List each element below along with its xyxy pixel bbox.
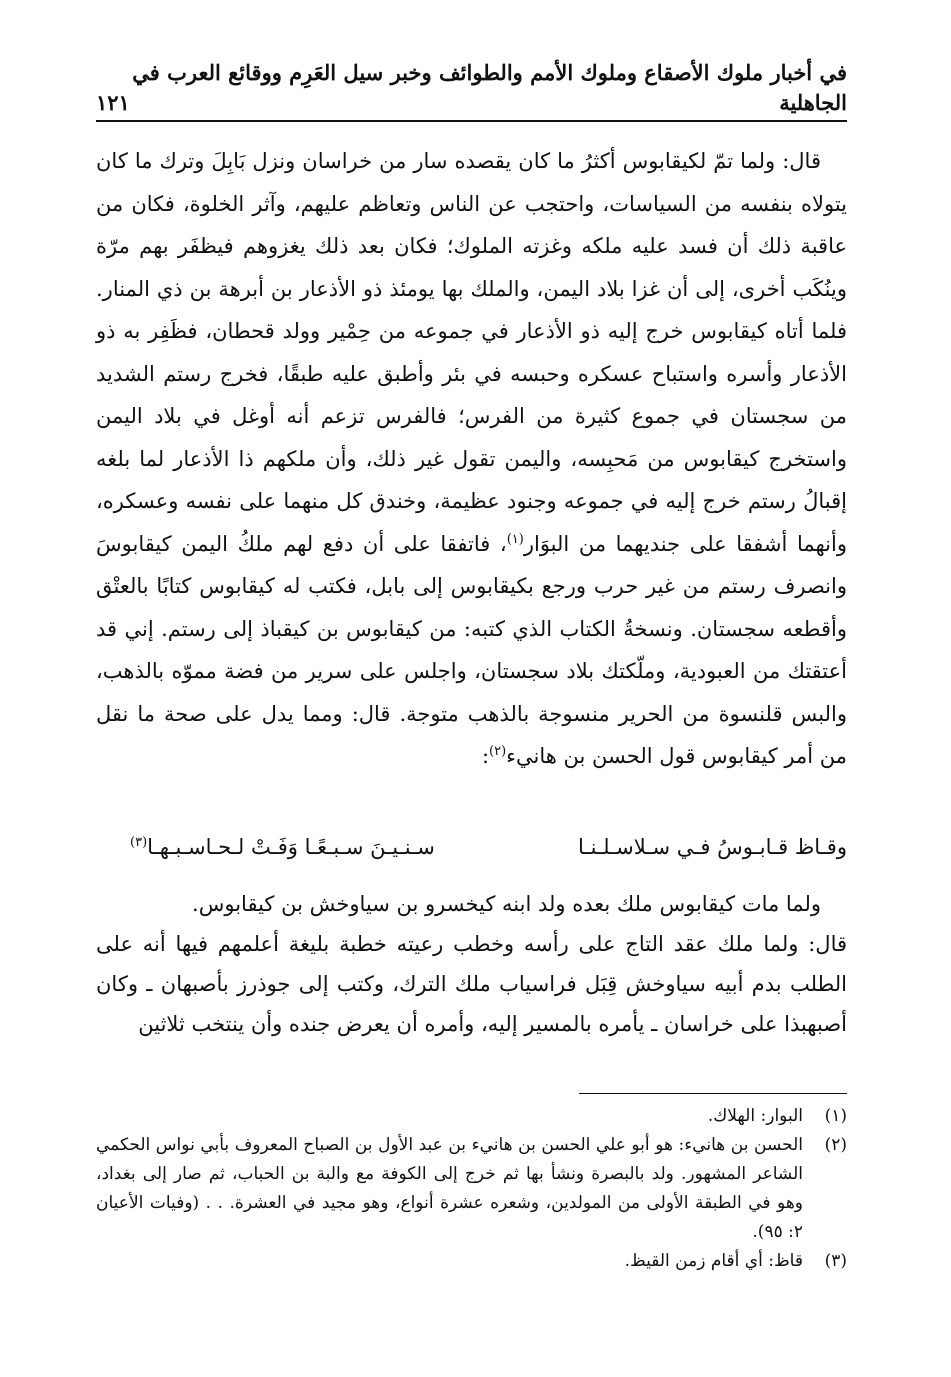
footnote-text: قاظ: أي أقام زمن القيظ. [624, 1251, 803, 1271]
verse-line [130, 828, 847, 868]
footnote-1 [96, 1102, 847, 1131]
footnote-ref-3: (٣) [130, 835, 148, 850]
running-title: في أخبار ملوك الأصقاع وملوك الأمم والطوائف وخبر سيل العَرِم ووقائع العرب في الجاهلية [132, 60, 847, 115]
footnote-text: الحسن بن هانيء: هو أبو علي الحسن بن هانيء بن عبد الأول بن الصباح المعروف بأبي نواس الحكمي الشاعر المشهور. ولد بالبصرة ونشأ بها ثم خرج إلى الكوفة مع والبة بن الحباب، ثم صار إلى بغداد، وهو في الطبقة الأولى من المولدين، وشعره عشرة أنواع، وهو مجيد في العشرة. . . (وفيات الأعيان ٢: ٩٥). [96, 1135, 803, 1242]
footnote-2 [96, 1131, 847, 1247]
main-text [96, 140, 847, 778]
paragraph-1-text-c: : [481, 744, 490, 768]
paragraph-2: ولما مات كيقابوس ملك بعده ولد ابنه كيخسرو بن سياوخش بن كيقابوس. [192, 892, 821, 916]
verse-hemistich-second-text: سـنـيـنَ سـبـعًـا وَفَـتْ لـحـاسـبـهـا [147, 835, 435, 859]
footnote-number: (٢) [824, 1135, 847, 1155]
verse-hemistich-second [130, 828, 435, 868]
footnote-number: (١) [824, 1106, 847, 1126]
footnote-text: البوار: الهلاك. [707, 1106, 803, 1126]
main-text-continued [96, 884, 847, 1044]
paragraph-3: قال: ولما ملك عقد التاج على رأسه وخطب رعيته خطبة بليغة أعلمهم فيها أنه على الطلب بدم أبيه سياوخش قِبَل فراسياب ملك الترك، وكتب إلى جوذرز بأصبهان ـ وكان أصبهبذا على خراسان ـ يأمره بالمسير إليه، وأمره أن يعرض جنده وأن ينتخب ثلاثين [96, 932, 847, 1036]
paragraph-1-text-b: ، فاتفقا على أن دفع لهم ملكُ اليمن كيقابوسَ وانصرف رستم من غير حرب ورجع بكيقابوس إلى بابل، فكتب له كيقابوس كتابًا بالعتْق وأقطعه سجستان. ونسخةُ الكتاب الذي كتبه: من كيقابوس بن كيقباذ إلى رستم. إني قد أعتقتك من العبودية، وملّكتك بلاد سجستان، واجلس على سرير من فضة مموّه بالذهب، والبس قلنسوة من الحرير منسوجة بالذهب متوجة. قال: ومما يدل على صحة ما نقل من أمر كيقابوس قول الحسن بن هانيء [96, 531, 847, 768]
footnotes [96, 1102, 847, 1276]
footnote-separator [579, 1093, 847, 1094]
footnote-ref-1: (١) [506, 531, 524, 547]
paragraph-1-text-a: قال: ولما تمّ لكيقابوس أكثرُ ما كان يقصده سار من خراسان ونزل بَابِلَ وترك ما كان يتولاه بنفسه من السياسات، واحتجب عن الناس وتعاظم عليهم، وآثر الخلوة، فكان من عاقبة ذلك أن فسد عليه ملكه وغزته الملوك؛ فكان بعد ذلك يغزوهم فيظفَر بهم مرّة وينُكَب أخرى، إلى أن غزا بلاد اليمن، والملك بها يومئذ ذو الأذعار بن أبرهة بن ذي المنار. فلما أتاه كيقابوس خرج إليه ذو الأذعار في جموعه من حِمْير وولد قحطان، فظَفِر به ذو الأذعار وأسره واستباح عسكره وحبسه في بئر وأطبق عليه طبقًا، فخرج رستم الشديد من سجستان في جموع كثيرة من الفرس؛ فالفرس تزعم أنه أوغل في بلاد اليمن واستخرج كيقابوس من مَحبِسه، واليمن تقول غير ذلك، وأن ملكهم ذا الأذعار لما بلغه إقبالُ رستم خرج إليه في جموعه وجنود عظيمة، وخندق كل منهما على نفسه وعسكره، وأنهما أشفقا على جنديهما من البوَار [96, 149, 848, 556]
running-header [96, 60, 847, 118]
verse-hemistich-first: وقـاظ قـابـوسُ فـي سـلاسـلـنـا [578, 835, 847, 859]
paragraph-1 [96, 140, 847, 778]
header-rule [96, 120, 847, 122]
footnote-3 [96, 1247, 847, 1276]
page-number: ١٢١ [96, 90, 130, 115]
footnote-number: (٣) [824, 1251, 847, 1271]
footnote-ref-2: (٢) [489, 744, 507, 759]
